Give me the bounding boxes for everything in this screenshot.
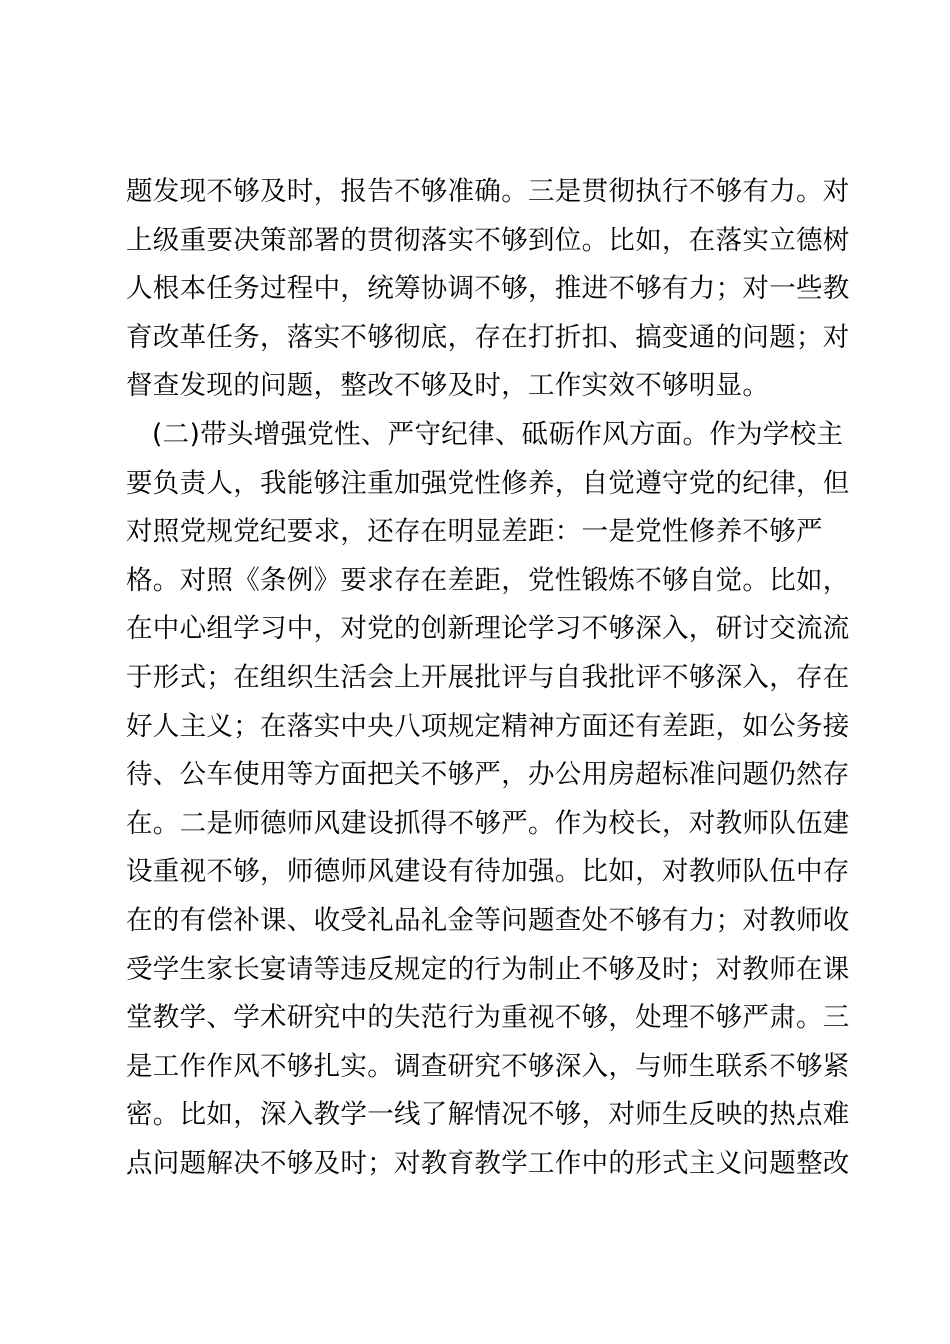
text-line: 待、公车使用等方面把关不够严，办公用房超标准问题仍然存: [126, 759, 850, 791]
text-line: 堂教学、学术研究中的失范行为重视不够，处理不够严肃。三: [126, 1002, 850, 1034]
text-line: 点问题解决不够及时；对教育教学工作中的形式主义问题整改: [126, 1147, 850, 1179]
text-line: 是工作作风不够扎实。调查研究不够深入，与师生联系不够紧: [126, 1050, 850, 1082]
text-line: 在。二是师德师风建设抓得不够严。作为校长，对教师队伍建: [126, 807, 850, 839]
text-line: 在的有偿补课、收受礼品礼金等问题查处不够有力；对教师收: [126, 904, 850, 936]
text-line: 在中心组学习中，对党的创新理论学习不够深入，研讨交流流: [126, 613, 850, 645]
text-line: 题发现不够及时，报告不够准确。三是贯彻执行不够有力。对: [126, 176, 850, 207]
text-line: 好人主义；在落实中央八项规定精神方面还有差距，如公务接: [126, 710, 850, 742]
text-line: 格。对照《条例》要求存在差距，党性锻炼不够自觉。比如，: [126, 564, 850, 596]
text-line: 密。比如，深入教学一线了解情况不够，对师生反映的热点难: [126, 1099, 850, 1131]
text-line: 上级重要决策部署的贯彻落实不够到位。比如，在落实立德树: [126, 224, 850, 256]
text-line: 要负责人，我能够注重加强党性修养，自觉遵守党的纪律，但: [126, 467, 850, 499]
text-line: 受学生家长宴请等违反规定的行为制止不够及时；对教师在课: [126, 953, 850, 985]
text-line: 对照党规党纪要求，还存在明显差距：一是党性修养不够严: [126, 516, 823, 548]
text-line: 育改革任务，落实不够彻底，存在打折扣、搞变通的问题；对: [126, 321, 850, 353]
text-line: 于形式；在组织生活会上开展批评与自我批评不够深入，存在: [126, 661, 850, 693]
text-line: 督查发现的问题，整改不够及时，工作实效不够明显。: [126, 370, 770, 402]
text-line: 人根本任务过程中，统筹协调不够，推进不够有力；对一些教: [126, 273, 850, 305]
section-heading-line: (二)带头增强党性、严守纪律、砥砺作风方面。作为学校主: [152, 418, 844, 450]
text-line: 设重视不够，师德师风建设有待加强。比如，对教师队伍中存: [126, 856, 850, 888]
document-body: [126, 168, 850, 1188]
